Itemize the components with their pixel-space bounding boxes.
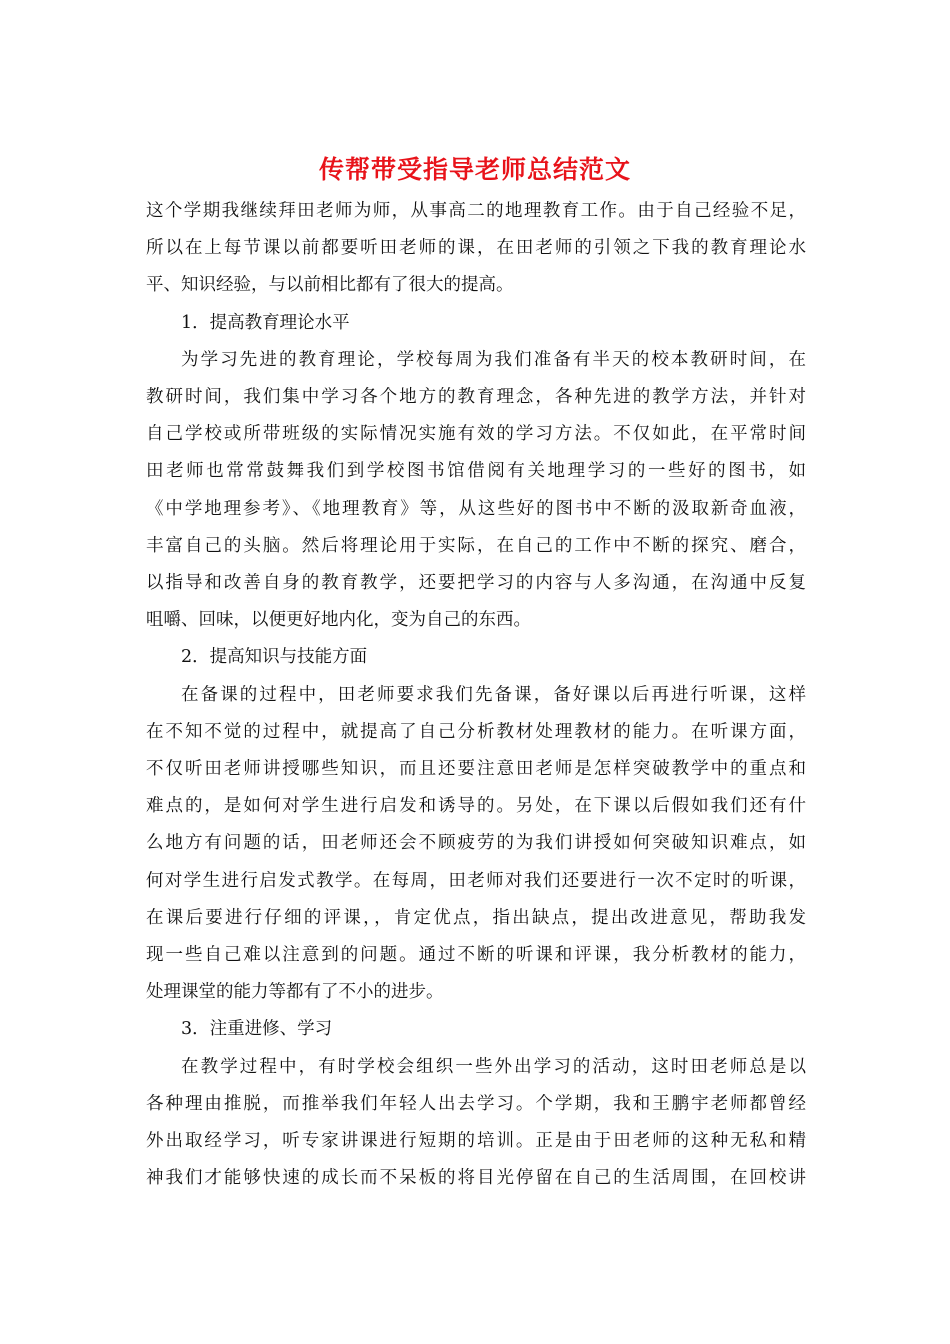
text-line: 在课后要进行仔细的评课，，肯定优点，指出缺点，提出改进意见，帮助我发 xyxy=(146,907,806,928)
text-line: 不仅听田老师讲授哪些知识，而且还要注意田老师是怎样突破教学中的重点和 xyxy=(146,759,806,780)
text-line: 咀嚼、回味，以便更好地内化，变为自己的东西。 xyxy=(146,610,531,631)
text-line: 自己学校或所带班级的实际情况实施有效的学习方法。不仅如此，在平常时间 xyxy=(146,424,806,445)
text-line: 丰富自己的头脑。然后将理论用于实际，在自己的工作中不断的探究、磨合， xyxy=(146,535,806,556)
text-line: 在备课的过程中，田老师要求我们先备课，备好课以后再进行听课，这样 xyxy=(181,684,806,705)
text-line: 各种理由推脱，而推举我们年轻人出去学习。个学期，我和王鹏宇老师都曾经 xyxy=(146,1093,806,1114)
text-line: 神我们才能够快速的成长而不呆板的将目光停留在自己的生活周围，在回校讲 xyxy=(146,1168,806,1189)
section-heading-3: 3．注重进修、学习 xyxy=(181,1019,333,1040)
text-line: 平、知识经验，与以前相比都有了很大的提高。 xyxy=(146,275,514,296)
text-line: 何对学生进行启发式教学。在每周，田老师对我们还要进行一次不定时的听课， xyxy=(146,870,806,891)
document-body xyxy=(146,193,806,1197)
text-line: 在教学过程中，有时学校会组织一些外出学习的活动，这时田老师总是以 xyxy=(181,1056,806,1077)
text-line: 难点的，是如何对学生进行启发和诱导的。另处，在下课以后假如我们还有什 xyxy=(146,796,806,817)
text-line: 为学习先进的教育理论，学校每周为我们准备有半天的校本教研时间，在 xyxy=(181,349,806,370)
document-title: 传帮带受指导老师总结范文 xyxy=(318,155,631,184)
text-line: 以指导和改善自身的教育教学，还要把学习的内容与人多沟通，在沟通中反复 xyxy=(146,573,806,594)
text-line: 外出取经学习，听专家讲课进行短期的培训。正是由于田老师的这种无私和精 xyxy=(146,1131,806,1152)
text-line: 这个学期我继续拜田老师为师，从事高二的地理教育工作。由于自己经验不足， xyxy=(146,201,806,221)
text-line: 现一些自己难以注意到的问题。通过不断的听课和评课，我分析教材的能力， xyxy=(146,945,806,966)
section-paragraph-3 xyxy=(146,1049,806,1198)
section-paragraph-2 xyxy=(146,677,806,1012)
section-heading-2: 2．提高知识与技能方面 xyxy=(181,647,368,668)
text-line: 所以在上每节课以前都要听田老师的课，在田老师的引领之下我的教育理论水 xyxy=(146,238,806,259)
text-line: 教研时间，我们集中学习各个地方的教育理念，各种先进的教学方法，并针对 xyxy=(146,387,806,408)
text-line: 田老师也常常鼓舞我们到学校图书馆借阅有关地理学习的一些好的图书，如 xyxy=(146,461,806,482)
section-paragraph-1 xyxy=(146,342,806,640)
text-line: 在不知不觉的过程中，就提高了自己分析教材处理教材的能力。在听课方面， xyxy=(146,721,806,742)
section-heading-1: 1．提高教育理论水平 xyxy=(181,312,350,333)
text-line: 《中学地理参考》、《地理教育》等，从这些好的图书中不断的汲取新奇血液， xyxy=(146,498,806,519)
text-line: 处理课堂的能力等都有了不小的进步。 xyxy=(146,982,444,1003)
intro-paragraph xyxy=(146,193,806,305)
text-line: 么地方有问题的话，田老师还会不顾疲劳的为我们讲授如何突破知识难点，如 xyxy=(146,833,806,854)
